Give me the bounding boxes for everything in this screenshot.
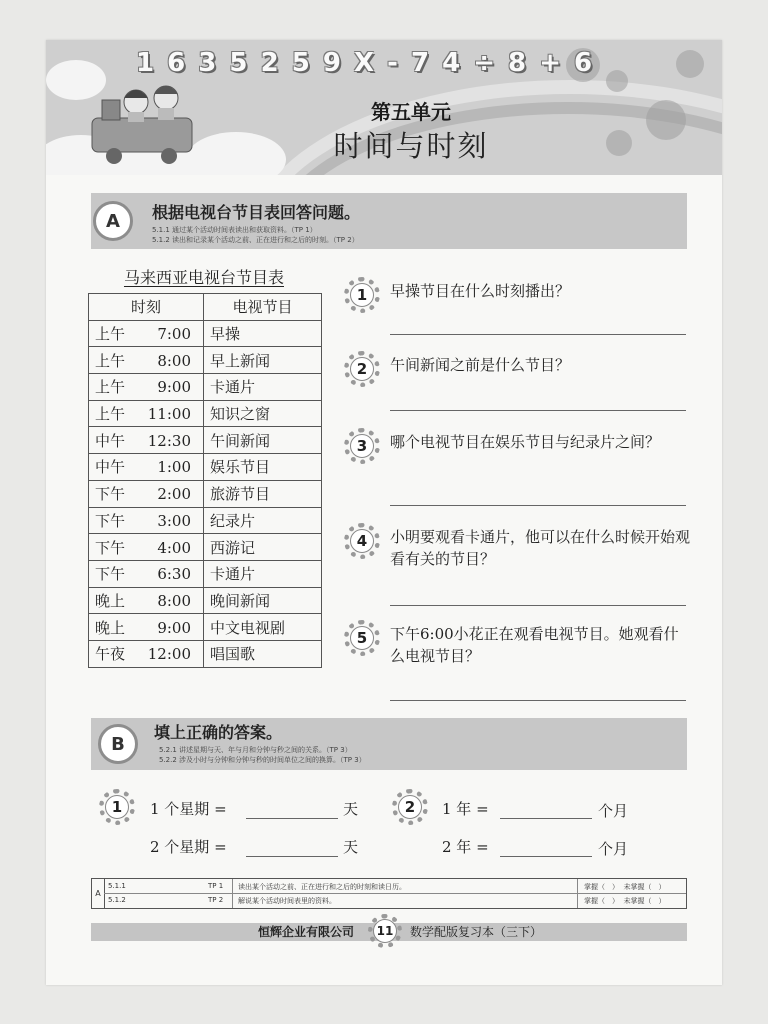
- col-divider: [577, 879, 578, 908]
- period-text: 上午: [95, 351, 126, 370]
- section-b-badge: B: [98, 724, 138, 764]
- question-number-badge: 3: [344, 428, 380, 464]
- table-row: [89, 507, 322, 534]
- program-cell: 中文电视剧: [203, 614, 321, 641]
- time-cell: [89, 560, 204, 587]
- table-row: [89, 480, 322, 507]
- clock-text: 4:00: [157, 538, 191, 557]
- table-row: [89, 560, 322, 587]
- program-cell: 娱乐节目: [203, 454, 321, 481]
- question-number-badge: 4: [344, 523, 380, 559]
- question-text: 下午6:00小花正在观看电视节目。她观看什么电视节目？: [390, 625, 679, 665]
- clock-text: 2:00: [157, 485, 191, 504]
- topic-title: 时间与时刻: [333, 129, 489, 163]
- program-cell: 卡通片: [203, 374, 321, 401]
- b-q1-line2: 2 个星期 =: [150, 838, 227, 856]
- worksheet-page: [46, 40, 722, 985]
- answer-blank[interactable]: [500, 818, 592, 819]
- assess-code: 5.1.1: [108, 882, 126, 890]
- tv-schedule-table: [88, 293, 322, 668]
- time-cell: [89, 320, 204, 347]
- question-number-badge: 2: [392, 789, 428, 825]
- question-number-badge: 5: [344, 620, 380, 656]
- assess-tp: TP 1: [208, 882, 224, 890]
- time-cell: [89, 454, 204, 481]
- clock-text: 3:00: [157, 511, 191, 530]
- program-cell: 纪录片: [203, 507, 321, 534]
- b-q1-unit1: 天: [343, 800, 359, 818]
- clock-text: 9:00: [157, 618, 191, 637]
- assessment-label: A: [92, 879, 105, 908]
- decorative-numbers: 1 6 3 5 2 5 9 X - 7 4 ÷ 8 + 6: [136, 48, 595, 78]
- program-cell: 唱国歌: [203, 640, 321, 667]
- time-cell: [89, 374, 204, 401]
- assess-desc: 读出某个活动之前、正在进行和之后的时刻和读日历。: [238, 883, 406, 891]
- chapter-banner: [46, 40, 722, 175]
- b-q2-line1: 1 年 =: [442, 800, 489, 818]
- time-cell: [89, 347, 204, 374]
- decor-bubble: [646, 100, 686, 140]
- clock-text: 9:00: [157, 378, 191, 397]
- time-cell: [89, 614, 204, 641]
- program-cell: 知识之窗: [203, 400, 321, 427]
- section-b-title: 填上正确的答案。: [154, 723, 283, 742]
- table-row: [89, 640, 322, 667]
- table-row: [89, 400, 322, 427]
- time-cell: [89, 587, 204, 614]
- question-text: 小明要观看卡通片，他可以在什么时候开始观看有关的节目？: [390, 528, 691, 568]
- assess-desc: 解说某个活动时间表里的资料。: [238, 897, 336, 905]
- clock-text: 8:00: [157, 351, 191, 370]
- assess-status: 掌握（ ） 未掌握（ ）: [584, 897, 666, 905]
- table-row: [89, 427, 322, 454]
- table-row: [89, 534, 322, 561]
- assessment-box: [91, 878, 687, 909]
- kids-on-train-illustration: [74, 70, 224, 165]
- decor-bubble: [606, 130, 632, 156]
- question-text: 午间新闻之前是什么节目？: [390, 356, 571, 374]
- answer-line[interactable]: [390, 410, 686, 411]
- period-text: 晚上: [95, 618, 126, 637]
- answer-line[interactable]: [390, 700, 686, 701]
- period-text: 中午: [95, 458, 126, 477]
- table-header-row: [89, 294, 322, 321]
- assess-status: 掌握（ ） 未掌握（ ）: [584, 883, 666, 891]
- program-cell: 早上新闻: [203, 347, 321, 374]
- program-cell: 旅游节目: [203, 480, 321, 507]
- assess-tp: TP 2: [208, 896, 224, 904]
- decor-bubble: [676, 50, 704, 78]
- table-row: [89, 454, 322, 481]
- section-a-objective: 5.1.1 通过某个活动时间表读出和获取资料。（TP 1）: [152, 226, 317, 234]
- publisher-name: 恒辉企业有限公司: [258, 925, 355, 939]
- schedule-title: 马来西亚电视台节目表: [123, 268, 284, 287]
- period-text: 上午: [95, 325, 126, 344]
- period-text: 下午: [95, 565, 126, 584]
- period-text: 下午: [95, 485, 126, 504]
- question-number-badge: 1: [99, 789, 135, 825]
- header-program: 电视节目: [203, 294, 321, 321]
- clock-text: 12:30: [147, 431, 191, 450]
- time-cell: [89, 534, 204, 561]
- clock-text: 1:00: [157, 458, 191, 477]
- clock-text: 12:00: [147, 645, 191, 664]
- answer-line[interactable]: [390, 505, 686, 506]
- b-q2-unit2: 个月: [598, 840, 629, 858]
- period-text: 上午: [95, 405, 126, 424]
- program-cell: 晚间新闻: [203, 587, 321, 614]
- question-text: 早操节目在什么时刻播出？: [390, 282, 571, 300]
- clock-text: 11:00: [147, 405, 191, 424]
- row-divider: [104, 893, 686, 894]
- table-row: [89, 374, 322, 401]
- answer-line[interactable]: [390, 605, 686, 606]
- b-q2-unit1: 个月: [598, 802, 629, 820]
- section-a-objective: 5.1.2 读出和记录某个活动之前、正在进行和之后的时刻。（TP 2）: [152, 236, 359, 244]
- b-q1-line1: 1 个星期 =: [150, 800, 227, 818]
- schedule-body: [89, 320, 322, 667]
- period-text: 下午: [95, 511, 126, 530]
- program-cell: 午间新闻: [203, 427, 321, 454]
- question-number-badge: 1: [344, 277, 380, 313]
- program-cell: 早操: [203, 320, 321, 347]
- b-q2-line2: 2 年 =: [442, 838, 489, 856]
- table-row: [89, 320, 322, 347]
- period-text: 下午: [95, 538, 126, 557]
- answer-line[interactable]: [390, 334, 686, 335]
- answer-blank[interactable]: [246, 818, 338, 819]
- time-cell: [89, 640, 204, 667]
- period-text: 晚上: [95, 591, 126, 610]
- section-b-objective: 5.2.1 讲述星期与天、年与月和分钟与秒之间的关系。（TP 3）: [159, 746, 352, 754]
- period-text: 午夜: [95, 645, 126, 664]
- section-b-objective: 5.2.2 涉及小时与分钟和分钟与秒的时间单位之间的换算。（TP 3）: [159, 756, 366, 764]
- answer-blank[interactable]: [500, 856, 592, 857]
- period-text: 上午: [95, 378, 126, 397]
- table-row: [89, 347, 322, 374]
- question-number-badge: 2: [344, 351, 380, 387]
- program-cell: 西游记: [203, 534, 321, 561]
- header-time: 时刻: [89, 294, 204, 321]
- time-cell: [89, 480, 204, 507]
- unit-title: 第五单元: [371, 100, 451, 124]
- decor-bubble: [606, 70, 628, 92]
- page-number-badge: 11: [368, 914, 402, 948]
- table-row: [89, 587, 322, 614]
- time-cell: [89, 427, 204, 454]
- section-a-title: 根据电视台节目表回答问题。: [152, 203, 361, 222]
- clock-text: 7:00: [157, 325, 191, 344]
- b-q1-unit2: 天: [343, 838, 359, 856]
- program-cell: 卡通片: [203, 560, 321, 587]
- time-cell: [89, 507, 204, 534]
- clock-text: 6:30: [157, 565, 191, 584]
- table-row: [89, 614, 322, 641]
- time-cell: [89, 400, 204, 427]
- answer-blank[interactable]: [246, 856, 338, 857]
- question-text: 哪个电视节目在娱乐节目与纪录片之间？: [390, 433, 661, 451]
- section-a-badge: A: [93, 201, 133, 241]
- period-text: 中午: [95, 431, 126, 450]
- book-title: 数学配版复习本（三下）: [410, 925, 543, 939]
- col-divider: [232, 879, 233, 908]
- clock-text: 8:00: [157, 591, 191, 610]
- assess-code: 5.1.2: [108, 896, 126, 904]
